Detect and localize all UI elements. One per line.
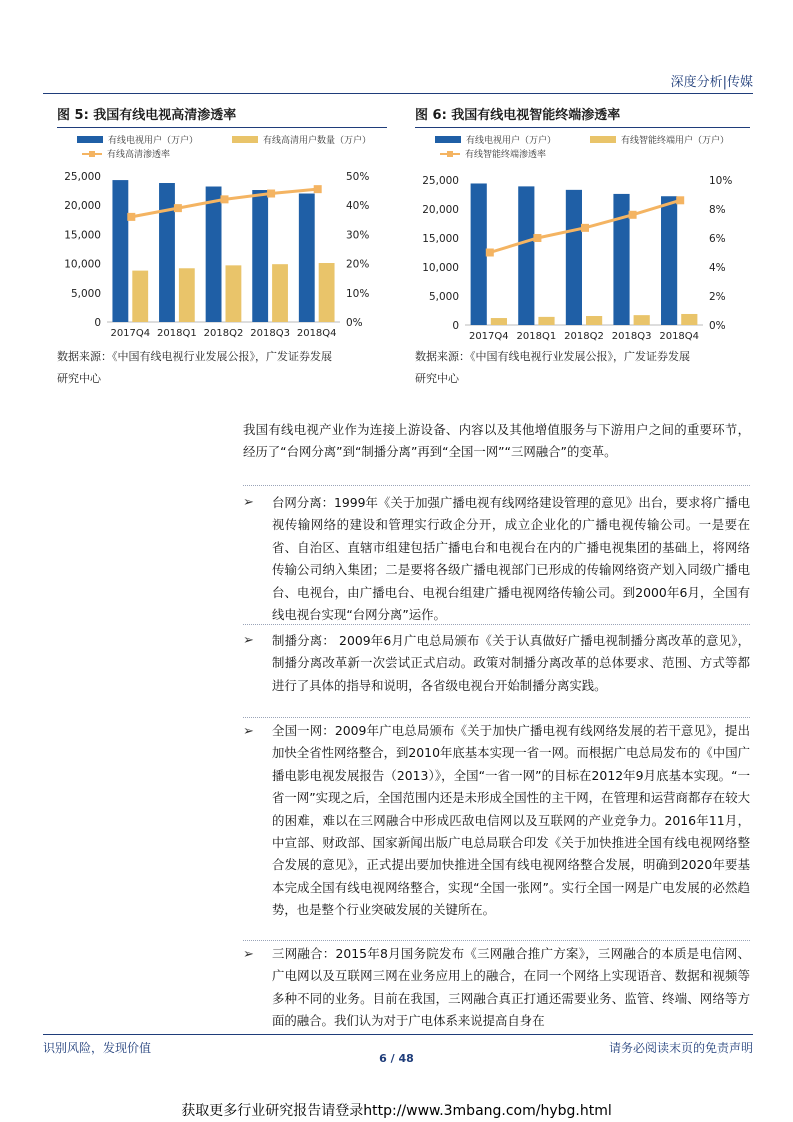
y-tick-label: 5,000 [70, 287, 101, 300]
figure5-source [57, 346, 332, 390]
legend-swatch [82, 153, 102, 155]
bar-有线智能终端用户（万户） [681, 314, 697, 325]
divider [243, 717, 750, 718]
bar-有线智能终端用户（万户） [538, 317, 554, 325]
legend-swatch [435, 136, 461, 143]
page-number: 6 / 48 [379, 1052, 414, 1065]
source-line: 研究中心 [415, 372, 459, 385]
y2-tick-label: 50% [346, 171, 370, 183]
y-tick-label: 10,000 [422, 262, 459, 274]
bar-有线高清用户数量（万户） [319, 263, 335, 322]
legend-item [590, 133, 729, 146]
legend-swatch [232, 136, 258, 143]
legend-swatch [440, 153, 460, 155]
legend-swatch [77, 136, 103, 143]
bullet-item: 三网融合：2015年8月国务院发布《三网融合推广方案》，三网融合的本质是电信网、广电网以及互联网三网在业务应用上的融合，在同一个网络上实现语音、数据和视频等多种不同的业务。目前在我国，三网融合真正打通还需要业务、监管、终端、网络等方面的融合。我们认为对于广电体系来说提高自身在 [272, 946, 750, 1029]
bar-有线高清用户数量（万户） [272, 264, 288, 322]
bar-有线电视用户（万户） [518, 186, 534, 325]
legend-item [435, 133, 556, 146]
line-point [676, 196, 684, 204]
y-tick-label: 25,000 [422, 175, 459, 187]
bar-有线电视用户（万户） [112, 180, 128, 322]
bar-有线电视用户（万户） [206, 187, 222, 322]
y2-tick-label: 10% [709, 175, 733, 187]
y-tick-label: 5,000 [428, 291, 459, 303]
y-tick-label: 10,000 [64, 258, 101, 271]
x-tick-label: 2018Q4 [296, 328, 337, 339]
line-point [533, 234, 541, 242]
figure5-title: 图 5: 我国有线电视高清渗透率 [57, 108, 237, 123]
bar-有线电视用户（万户） [252, 190, 268, 322]
divider [243, 485, 750, 486]
bar-有线智能终端用户（万户） [586, 316, 602, 325]
legend-item [440, 147, 546, 160]
x-tick-label: 2018Q1 [157, 328, 197, 339]
legend-label: 有线智能终端渗透率 [465, 150, 547, 160]
source-line: 研究中心 [57, 372, 101, 385]
bullet-arrow-icon: ➢ [243, 724, 254, 739]
divider [243, 940, 750, 941]
y2-tick-label: 10% [346, 287, 370, 300]
line-point [486, 249, 494, 257]
bullet-arrow-icon: ➢ [243, 947, 254, 962]
bullet-arrow-icon: ➢ [243, 495, 254, 510]
y2-tick-label: 0% [346, 317, 363, 329]
legend-label: 有线电视用户（万户） [466, 136, 557, 146]
bar-有线高清用户数量（万户） [226, 265, 242, 322]
figure6-source [415, 346, 690, 390]
y2-tick-label: 4% [709, 262, 726, 274]
download-notice: 获取更多行业研究报告请登录http://www.3mbang.com/hybg.html [181, 1103, 612, 1119]
bullet-item: 制播分离： 2009年6月广电总局颁布《关于认真做好广播电视制播分离改革的意见》，制播分离改革新一次尝试正式启动。政策对制播分离改革的总体要求、范围、方式等都进行了具体的指导和说明，各省级电视台开始制播分离实践。 [272, 633, 750, 693]
footer-slogan: 识别风险，发现价值 [43, 1041, 152, 1055]
figure5-chart [57, 163, 387, 348]
legend-swatch [590, 136, 616, 143]
line-point [221, 195, 229, 203]
x-tick-label: 2018Q3 [611, 331, 652, 342]
y2-tick-label: 20% [346, 258, 370, 271]
x-tick-label: 2018Q4 [659, 331, 700, 342]
bar-有线电视用户（万户） [613, 194, 629, 325]
legend-item [82, 147, 170, 160]
y2-tick-label: 30% [346, 229, 370, 242]
bar-有线高清用户数量（万户） [132, 271, 148, 322]
y-tick-label: 20,000 [64, 200, 101, 213]
line-point [127, 213, 135, 221]
bar-有线智能终端用户（万户） [634, 315, 650, 325]
legend-label: 有线智能终端用户（万户） [621, 136, 730, 146]
section-header: 深度分析|传媒 [670, 75, 753, 90]
header-divider [43, 93, 753, 94]
x-tick-label: 2017Q4 [110, 328, 151, 339]
y2-tick-label: 0% [709, 320, 726, 332]
source-line: 数据来源：《中国有线电视行业发展公报》，广发证券发展 [415, 350, 690, 363]
figure6-chart [415, 163, 750, 348]
x-tick-label: 2018Q2 [203, 328, 244, 339]
x-tick-label: 2018Q2 [564, 331, 604, 342]
y-tick-label: 15,000 [422, 233, 459, 245]
y-tick-label: 25,000 [64, 171, 101, 183]
legend-label: 有线电视用户（万户） [108, 136, 199, 146]
bullet-arrow-icon: ➢ [243, 633, 254, 648]
bar-有线电视用户（万户） [471, 183, 487, 325]
legend-label: 有线高清渗透率 [107, 150, 171, 160]
figure6-legend [415, 133, 750, 163]
line-point [314, 185, 322, 193]
y-tick-label: 15,000 [64, 229, 101, 242]
line-point [174, 204, 182, 212]
y-tick-label: 20,000 [422, 204, 459, 216]
y2-tick-label: 8% [709, 204, 726, 216]
y2-tick-label: 2% [709, 291, 726, 303]
intro-paragraph: 我国有线电视产业作为连接上游设备、内容以及其他增值服务与下游用户之间的重要环节，经历了“台网分离”到“制播分离”再到“全国一网”“三网融合”的变革。 [243, 422, 750, 460]
bullet-item: 台网分离：1999年《关于加强广播电视有线网络建设管理的意见》出台，要求将广播电视传输网络的建设和管理实行政企分开，成立企业化的广播电视传输公司。一是要在省、自治区、直辖市组建包括广播电台和电视台在内的广播电视集团的基础上，将网络传输公司纳入集团；二是要将各级广播电视部门已形成的传输网络资产划入同级广播电台、电视台，由广播电台、电视台组建广播电视网络传输公司。到2000年6月，全国有线电视台实现“台网分离”运作。 [272, 495, 750, 623]
footer-divider [43, 1034, 753, 1035]
figure5-title-rule [57, 127, 387, 128]
y2-tick-label: 6% [709, 233, 726, 245]
source-line: 数据来源：《中国有线电视行业发展公报》，广发证券发展 [57, 350, 332, 363]
line-point [629, 211, 637, 219]
x-tick-label: 2018Q1 [516, 331, 557, 342]
x-tick-label: 2018Q3 [250, 328, 290, 339]
line-point [581, 224, 589, 232]
legend-item [77, 133, 198, 146]
figure6-title: 图 6: 我国有线电视智能终端渗透率 [415, 108, 621, 123]
line-point [267, 190, 275, 198]
divider [243, 624, 750, 625]
legend-label: 有线高清用户数量（万户） [263, 136, 372, 146]
y-tick-label: 0 [94, 317, 101, 329]
footer-disclaimer: 请务必阅读末页的免责声明 [608, 1041, 753, 1055]
y2-tick-label: 40% [346, 200, 370, 213]
x-tick-label: 2017Q4 [468, 331, 509, 342]
bullet-item: 全国一网：2009年广电总局颁布《关于加快广播电视有线网络发展的若干意见》，提出加快全省性网络整合，到2010年底基本实现一省一网。而根据广电总局发布的《中国广播电影电视发展报告（2013）》，全国“一省一网”的目标在2012年9月底基本实现。“一省一网”实现之后，全国范围内还是未形成全国性的主干网，在管理和运营商都存在较大的困难，难以在三网融合中形成匹敌电信网以及互联网的产业竞争力。2016年11月，中宣部、财政部、国家新闻出版广电总局联合印发《关于加快推进全国有线电视网络整合发展的意见》，正式提出要加快推进全国有线电视网络整合发展，明确到2020年要基本完成全国有线电视网络整合，实现“全国一张网”。实行全国一网是广电发展的必然趋势，也是整个行业突破发展的关键所在。 [272, 723, 750, 918]
bar-有线电视用户（万户） [299, 194, 315, 322]
bar-有线电视用户（万户） [159, 183, 175, 322]
figure6-title-rule [415, 127, 750, 128]
figure5-legend [57, 133, 387, 163]
bar-有线电视用户（万户） [661, 196, 677, 325]
bar-有线智能终端用户（万户） [491, 318, 507, 325]
bar-有线高清用户数量（万户） [179, 268, 195, 322]
legend-item [232, 133, 371, 146]
bar-有线电视用户（万户） [566, 190, 582, 325]
y-tick-label: 0 [452, 320, 459, 332]
